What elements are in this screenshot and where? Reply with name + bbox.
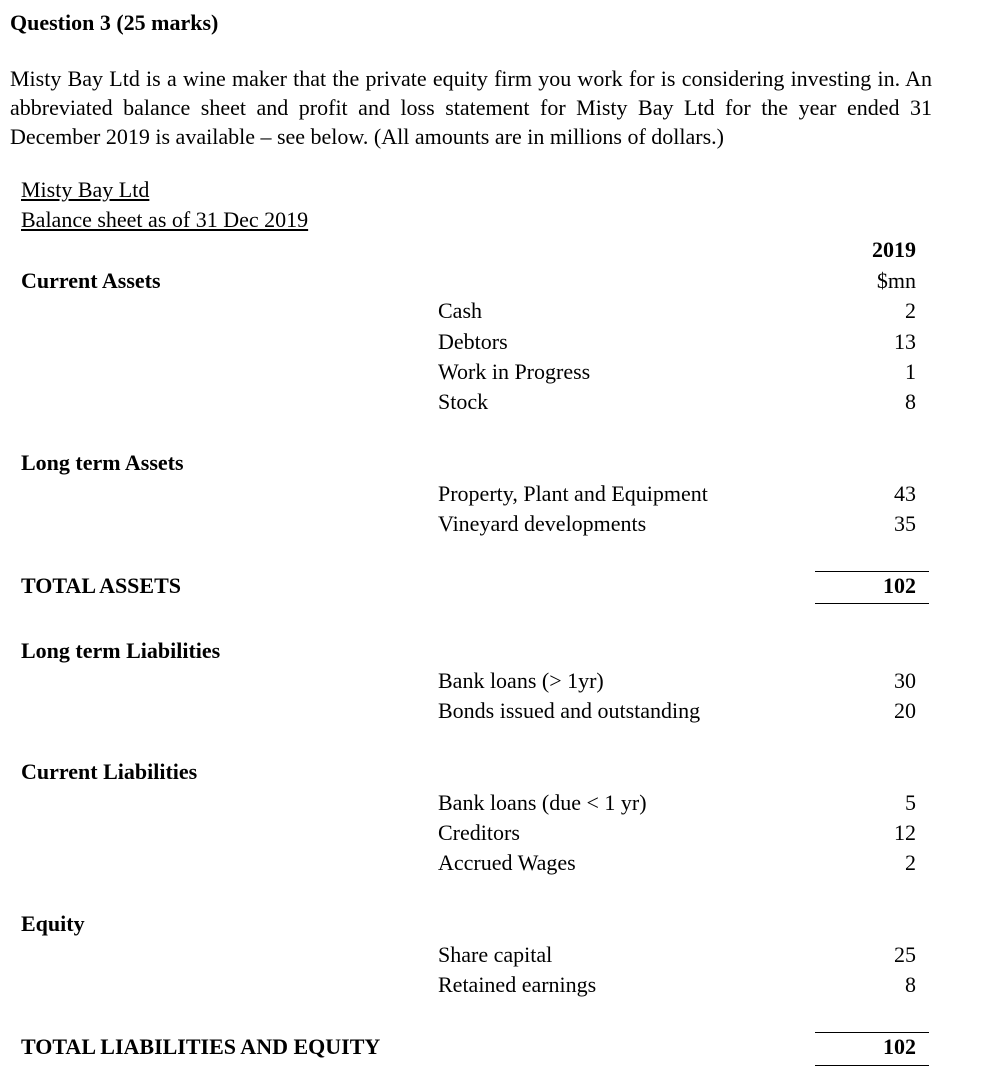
total-liabilities-equity-rule-bottom [815,1065,929,1066]
item-bonds-value: 20 [894,698,916,723]
item-share-capital-label: Share capital [438,942,553,967]
item-stock-label: Stock [438,389,489,414]
balance-sheet-title: Balance sheet as of 31 Dec 2019 [21,207,309,232]
item-retained-earnings-value: 8 [905,972,916,997]
year-column-header: 2019 [872,237,916,262]
item-accrued-wages-label: Accrued Wages [438,850,576,875]
section-long-term-liabilities: Long term Liabilities [21,638,221,663]
item-cash-label: Cash [438,298,482,323]
item-bank-loans-long-label: Bank loans (> 1yr) [438,668,604,693]
section-current-assets: Current Assets [21,268,161,293]
item-wip-value: 1 [905,359,916,384]
question-intro: Misty Bay Ltd is a wine maker that the private equity firm you work for is considering investing in. An abbreviated balance sheet and profit and loss statement for Misty Bay Ltd for the year ended 31 December 2019 is available – see below. (All amounts are in millions of dollars.) [10,66,932,149]
question-title: Question 3 (25 marks) [10,10,219,35]
item-bank-loans-long-value: 30 [894,668,916,693]
item-retained-earnings-label: Retained earnings [438,972,597,997]
item-stock-value: 8 [905,389,916,414]
company-name: Misty Bay Ltd [21,177,150,202]
item-ppe-label: Property, Plant and Equipment [438,481,708,506]
item-accrued-wages-value: 2 [905,850,916,875]
item-debtors-label: Debtors [438,329,508,354]
item-cash-value: 2 [905,298,916,323]
section-long-term-assets: Long term Assets [21,450,184,475]
item-bonds-label: Bonds issued and outstanding [438,698,701,723]
item-debtors-value: 13 [894,329,916,354]
item-vineyard-value: 35 [894,511,916,536]
item-wip-label: Work in Progress [438,359,591,384]
total-liabilities-equity-rule-top [815,1032,929,1033]
item-bank-loans-short-label: Bank loans (due < 1 yr) [438,790,647,815]
section-current-liabilities: Current Liabilities [21,759,198,784]
total-assets-rule-top [815,571,929,572]
item-share-capital-value: 25 [894,942,916,967]
total-liabilities-equity-value: 102 [883,1034,916,1059]
item-bank-loans-short-value: 5 [905,790,916,815]
item-vineyard-label: Vineyard developments [438,511,647,536]
item-ppe-value: 43 [894,481,916,506]
total-assets-label: TOTAL ASSETS [21,573,182,598]
item-creditors-label: Creditors [438,820,520,845]
item-creditors-value: 12 [894,820,916,845]
unit-column-header: $mn [876,268,916,293]
section-equity: Equity [21,911,85,936]
total-assets-value: 102 [883,573,916,598]
total-assets-rule-bottom [815,603,929,604]
total-liabilities-equity-label: TOTAL LIABILITIES AND EQUITY [21,1034,381,1059]
